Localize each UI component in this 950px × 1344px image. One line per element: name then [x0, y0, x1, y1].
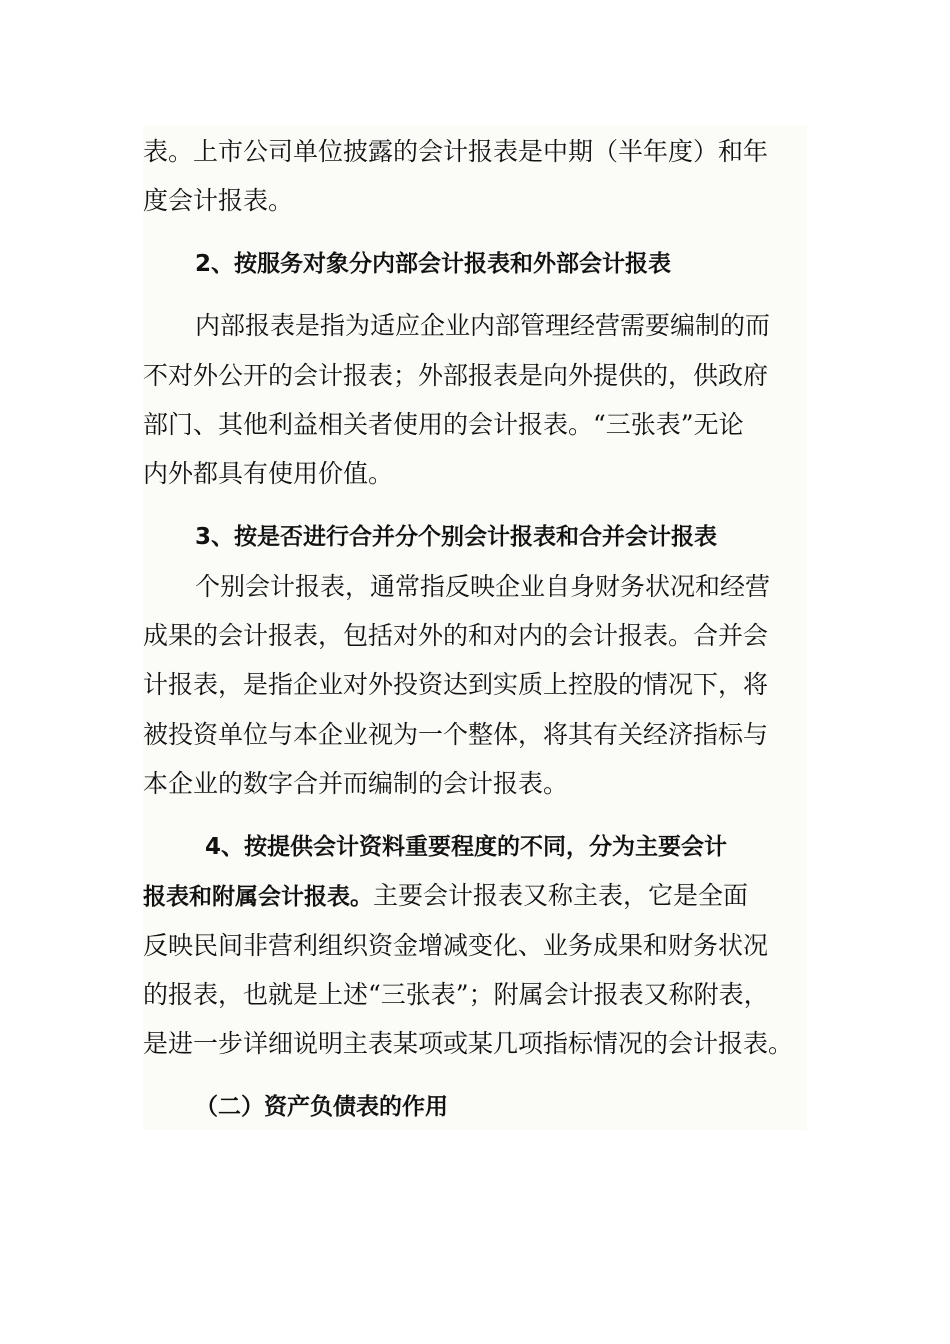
- section-heading-balance-sheet: （二）资产负债表的作用: [195, 1094, 448, 1120]
- section-heading-2: 2、按服务对象分内部会计报表和外部会计报表: [195, 251, 672, 277]
- paragraph-line: 被投资单位与本企业视为一个整体，将其有关经济指标与: [143, 720, 769, 749]
- section-heading-3: 3、按是否进行合并分个别会计报表和合并会计报表: [195, 524, 718, 550]
- paragraph-line: 部门、其他利益相关者使用的会计报表。“三张表”无论: [143, 410, 744, 439]
- paragraph-line: 反映民间非营利组织资金增减变化、业务成果和财务状况: [143, 931, 769, 960]
- paragraph-line: 表。上市公司单位披露的会计报表是中期（半年度）和年: [143, 137, 769, 166]
- paragraph-line: 的报表，也就是上述“三张表”；附属会计报表又称附表，: [143, 980, 769, 1009]
- paragraph-line: 度会计报表。: [143, 186, 294, 215]
- section-heading-4-continued: 报表和附属会计报表。: [143, 884, 373, 910]
- paragraph-line: 成果的会计报表，包括对外的和对内的会计报表。合并会: [143, 621, 769, 650]
- section-heading-4: 4、按提供会计资料重要程度的不同，分为主要会计: [205, 834, 728, 860]
- paragraph-line: 内部报表是指为适应企业内部管理经营需要编制的而: [195, 311, 771, 340]
- paragraph-line: 计报表，是指企业对外投资达到实质上控股的情况下，将: [143, 670, 769, 699]
- paragraph-line: 本企业的数字合并而编制的会计报表。: [143, 769, 569, 798]
- paragraph-line: [143, 881, 807, 911]
- text-block: [143, 125, 807, 1130]
- paragraph-text: 主要会计报表又称主表，它是全面: [373, 881, 749, 910]
- paragraph-line: 个别会计报表，通常指反映企业自身财务状况和经营: [195, 572, 771, 601]
- paragraph-line: 内外都具有使用价值。: [143, 459, 394, 488]
- paragraph-line: 不对外公开的会计报表；外部报表是向外提供的，供政府: [143, 361, 769, 390]
- paragraph-line: 是进一步详细说明主表某项或某几项指标情况的会计报表。: [143, 1029, 794, 1058]
